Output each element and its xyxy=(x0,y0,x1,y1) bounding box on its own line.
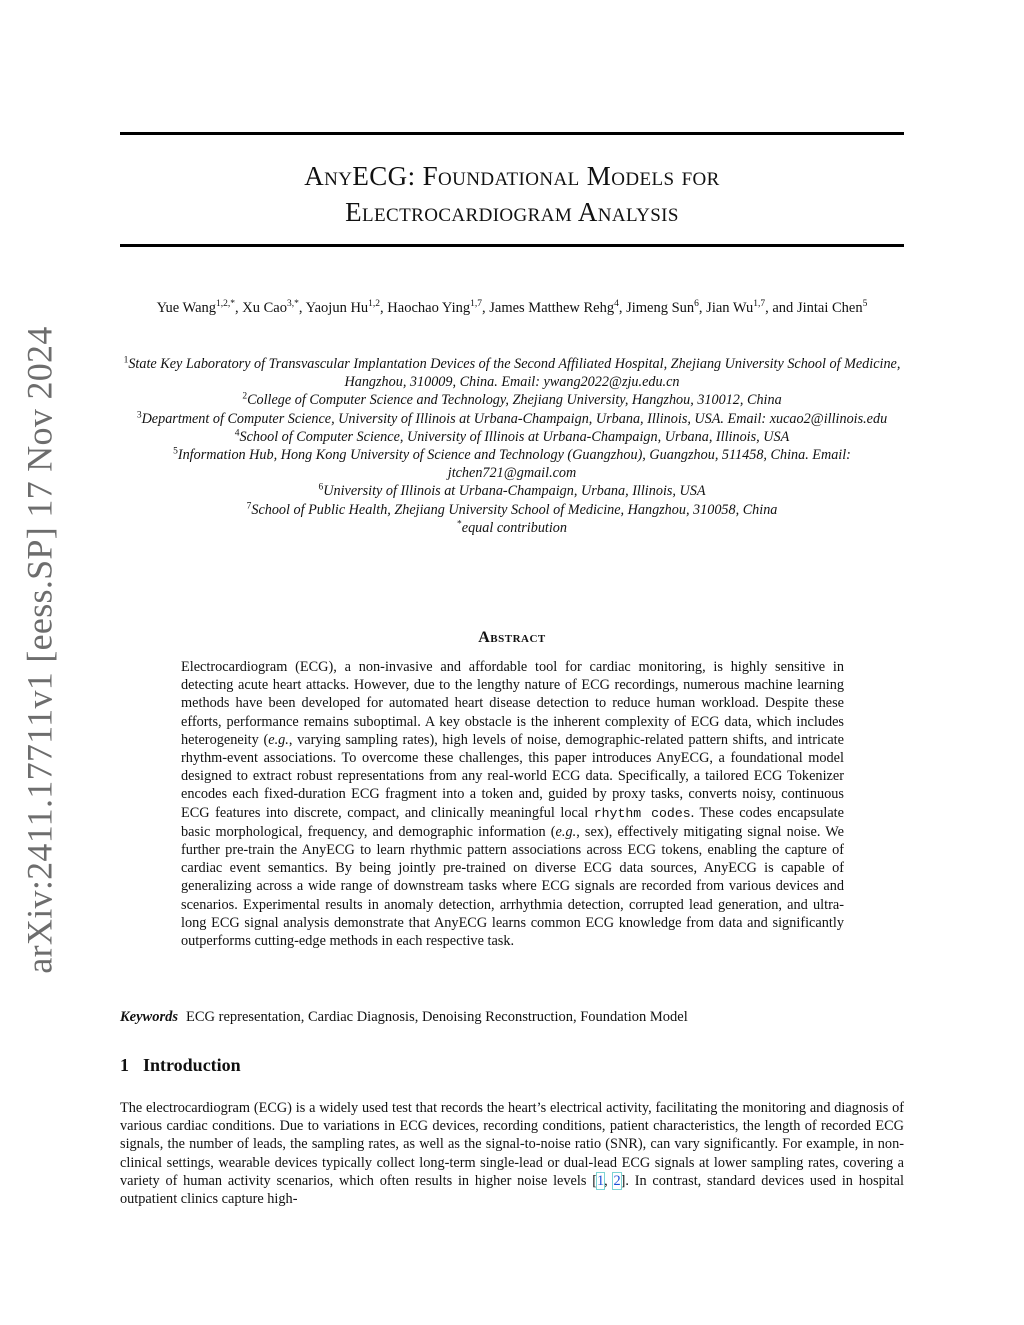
abstract-heading: Abstract xyxy=(478,629,546,646)
section-title: Introduction xyxy=(143,1055,241,1075)
affiliation-item: $^5$Information Hub, Hong Kong University of Science and Technology (Guangzhou), Guangzhou, 511458, China. Email: jtchen721@gmail.com xyxy=(173,446,851,482)
citation-link-1[interactable]: 1 xyxy=(596,1172,605,1189)
author-list: Yue Wang$^{1,2,*}$, Xu Cao$^{3,*}$, Yaojun Hu$^{1,2}$, Haochao Ying$^{1,7}$, James Matthew Rehg$^4$, Jimeng Sun$^6$, Jian Wu$^{1,7}$, and Jintai Chen$^5$ xyxy=(156,299,868,316)
introduction-paragraph: The electrocardiogram (ECG) is a widely used test that records the heart’s electrical activity, facilitating the monitoring and diagnosis of various cardiac conditions. Due to variations in ECG devices, recording conditions, patient characteristics, the length of recorded ECG signals, the number of leads, the sampling rates, as well as the signal-to-noise ratio (SNR), can vary significantly. For example, in non-clinical settings, wearable devices typically collect long-term single-lead or dual-lead ECG signals at lower sampling rates, covering a variety of human activity scenarios, which often results in higher noise levels [1, 2]. In contrast, standard devices used in hospital outpatient clinics capture high- xyxy=(120,1100,904,1208)
affiliation-item: $^4$School of Computer Science, University of Illinois at Urbana-Champaign, Urbana, Illinois, USA xyxy=(234,428,790,445)
keywords-label: Keywords xyxy=(120,1009,178,1025)
title-bottom-rule xyxy=(120,244,904,247)
affiliation-item: $^7$School of Public Health, Zhejiang University School of Medicine, Hangzhou, 310058, China xyxy=(246,500,778,518)
author: Yaojun Hu$^{1,2}$ xyxy=(305,299,381,316)
author: Jian Wu$^{1,7}$ xyxy=(706,299,766,316)
author: Xu Cao$^{3,*}$ xyxy=(242,299,299,316)
arxiv-sidebar-stamp xyxy=(14,326,66,974)
author: Jimeng Sun$^6$ xyxy=(626,299,699,316)
author: Jintai Chen$^5$ xyxy=(796,299,868,316)
affiliation-item: $^3$Department of Computer Science, University of Illinois at Urbana-Champaign, Urbana, Illinois, USA. Email: xucao2@illinois.edu xyxy=(136,409,888,427)
affiliation-item: $^2$College of Computer Science and Technology, Zhejiang University, Hangzhou, 310012, China xyxy=(242,391,782,409)
section-number: 1 xyxy=(120,1055,129,1075)
affiliation-item: $^1$State Key Laboratory of Transvascular Implantation Devices of the Second Affiliated Hospital, Zhejiang University School of Medicine, Hangzhou, 310009, China. Email: ywang2022@zju.edu.cn xyxy=(123,355,901,391)
title-top-rule xyxy=(120,132,904,135)
citation-link-2[interactable]: 2 xyxy=(613,1172,621,1189)
rhythm-codes-term: rhythm codes xyxy=(593,805,691,821)
equal-contribution-note: *equal contribution xyxy=(457,519,567,536)
section-heading-introduction xyxy=(120,1055,241,1076)
author: James Matthew Rehg$^4$ xyxy=(489,299,619,316)
author: Yue Wang$^{1,2,*}$ xyxy=(156,299,236,316)
paper-title-line-2: Electrocardiogram Analysis xyxy=(345,197,679,227)
arxiv-identifier: arXiv:2411.17711v1 [eess.SP] 17 Nov 2024 xyxy=(20,326,61,974)
abstract-text: Electrocardiogram (ECG), a non-invasive and affordable tool for cardiac monitoring, is highly sensitive in detecting acute heart attacks. However, due to the lengthy nature of ECG recordings, numerous machine learning methods have been developed for automated heart disease detection to reduce human workload. Despite these efforts, performance remains suboptimal. A key obstacle is the inherent complexity of ECG data, which includes heterogeneity (e.g., varying sampling rates), high levels of noise, demographic-related pattern shifts, and intricate rhythm-event associations. To overcome these challenges, this paper introduces AnyECG, a foundational model designed to extract robust representations from any real-world ECG data. Specifically, a tailored ECG Tokenizer encodes each fixed-duration ECG fragment into a token and, guided by proxy tasks, converts noisy, continuous ECG features into discrete, compact, and clinically meaningful local rhythm codes. These codes encapsulate basic morphological, frequency, and demographic information (e.g., sex), effectively mitigating signal noise. We further pre-train the AnyECG to learn rhythmic pattern associations across ECG tokens, enabling the capture of cardiac event semantics. By being jointly pre-trained on diverse ECG data sources, AnyECG is capable of generalizing across a wide range of downstream tasks where ECG signals are recorded from various devices and scenarios. Experimental results in anomaly detection, arrhythmia detection, corrupted lead generation, and ultra-long ECG signal analysis demonstrate that AnyECG learns common ECG knowledge from data and significantly outperforms cutting-edge methods in each respective task. xyxy=(181,659,845,950)
author: Haochao Ying$^{1,7}$ xyxy=(387,299,482,316)
paper-title xyxy=(120,158,904,230)
keywords xyxy=(120,1009,904,1026)
paper-title-line-1: AnyECG: Foundational Models for xyxy=(304,161,720,191)
affiliation-item: $^6$University of Illinois at Urbana-Champaign, Urbana, Illinois, USA xyxy=(318,482,706,500)
affiliation-list xyxy=(120,355,904,537)
keywords-text: ECG representation, Cardiac Diagnosis, Denoising Reconstruction, Foundation Model xyxy=(186,1009,688,1025)
